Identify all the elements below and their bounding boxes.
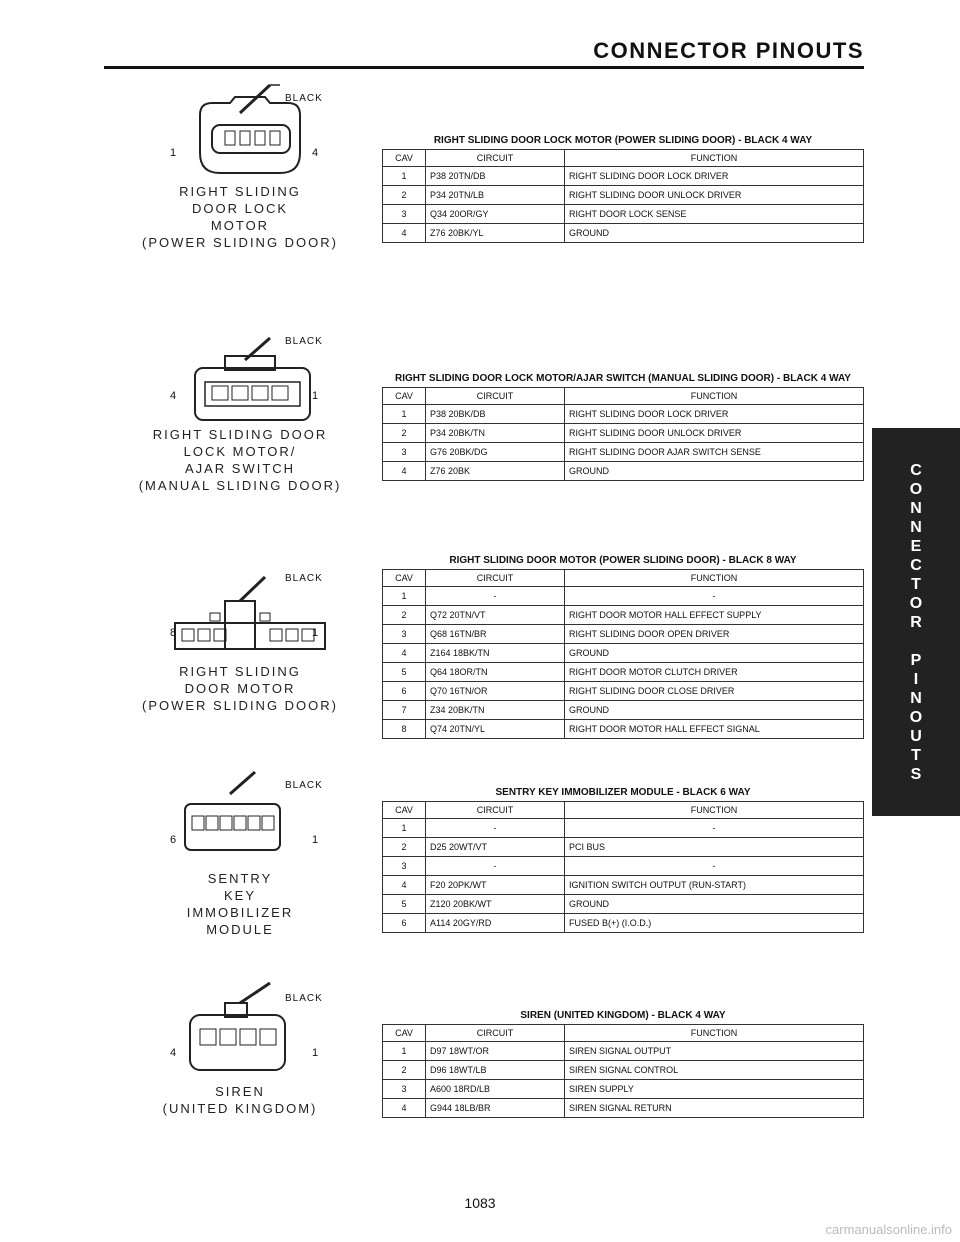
side-tab-letter: C <box>910 556 922 574</box>
circuit-cell: A114 20GY/RD <box>426 914 565 933</box>
table-header-row <box>383 570 864 587</box>
cavity-cell: 5 <box>383 663 426 682</box>
pinout-table-title: SIREN (UNITED KINGDOM) - BLACK 4 WAY <box>520 1010 726 1021</box>
column-header-circuit: CIRCUIT <box>426 570 565 587</box>
connector-color-label: BLACK <box>285 993 323 1004</box>
column-header-function: FUNCTION <box>565 150 864 167</box>
pin-number-left: 4 <box>170 390 177 402</box>
circuit-cell: P38 20BK/DB <box>426 405 565 424</box>
function-cell: RIGHT DOOR LOCK SENSE <box>565 205 864 224</box>
cavity-cell: 3 <box>383 443 426 462</box>
connector-diagram <box>130 762 350 937</box>
function-cell: RIGHT DOOR MOTOR HALL EFFECT SUPPLY <box>565 606 864 625</box>
column-header-circuit: CIRCUIT <box>426 388 565 405</box>
function-cell: - <box>565 857 864 876</box>
connector-name: RIGHT SLIDING DOOR LOCK MOTOR (POWER SLIDING DOOR) <box>141 184 338 250</box>
cavity-cell: 3 <box>383 205 426 224</box>
circuit-cell: A600 18RD/LB <box>426 1080 565 1099</box>
pinout-table <box>382 387 864 481</box>
circuit-cell: D97 18WT/OR <box>426 1042 565 1061</box>
circuit-cell: Z164 18BK/TN <box>426 644 565 663</box>
connector-diagram <box>130 75 350 265</box>
table-row <box>383 857 864 876</box>
cavity-cell: 4 <box>383 224 426 243</box>
table-row <box>383 587 864 606</box>
circuit-cell: Q72 20TN/VT <box>426 606 565 625</box>
circuit-cell: - <box>426 587 565 606</box>
connector-face-drawing <box>130 762 350 872</box>
circuit-cell: P34 20BK/TN <box>426 424 565 443</box>
function-cell: FUSED B(+) (I.O.D.) <box>565 914 864 933</box>
column-header-function: FUNCTION <box>565 388 864 405</box>
side-tab-letter: P <box>910 651 922 669</box>
side-tab <box>872 428 960 816</box>
side-tab-letter: N <box>910 518 922 536</box>
page-header-title: CONNECTOR PINOUTS <box>593 38 864 63</box>
table-header-row <box>383 1025 864 1042</box>
connector-diagram <box>130 555 350 713</box>
table-row <box>383 167 864 186</box>
connector-name: SIREN (UNITED KINGDOM) <box>162 1084 318 1116</box>
table-row <box>383 625 864 644</box>
function-cell: RIGHT SLIDING DOOR UNLOCK DRIVER <box>565 424 864 443</box>
connector-name: SENTRY KEY IMMOBILIZER MODULE <box>186 871 294 937</box>
cavity-cell: 4 <box>383 1099 426 1118</box>
cavity-cell: 4 <box>383 876 426 895</box>
function-cell: RIGHT SLIDING DOOR AJAR SWITCH SENSE <box>565 443 864 462</box>
table-header-row <box>383 802 864 819</box>
side-tab-letter: C <box>910 461 922 479</box>
connector-diagram <box>130 318 350 498</box>
pin-number-left: 4 <box>170 1047 177 1059</box>
pinout-table-title: RIGHT SLIDING DOOR LOCK MOTOR (POWER SLIDING DOOR) - BLACK 4 WAY <box>433 135 813 146</box>
circuit-cell: D96 18WT/LB <box>426 1061 565 1080</box>
connector-color-label: BLACK <box>285 780 323 791</box>
connector-section <box>0 75 870 265</box>
side-tab-letter: N <box>910 499 922 517</box>
table-row <box>383 682 864 701</box>
column-header-function: FUNCTION <box>565 802 864 819</box>
cavity-cell: 4 <box>383 644 426 663</box>
cavity-cell: 2 <box>383 1061 426 1080</box>
table-header-row <box>383 388 864 405</box>
circuit-cell: - <box>426 819 565 838</box>
column-header-circuit: CIRCUIT <box>426 1025 565 1042</box>
table-row <box>383 462 864 481</box>
circuit-cell: Q70 16TN/OR <box>426 682 565 701</box>
pin-number-left: 8 <box>170 627 177 639</box>
table-row <box>383 443 864 462</box>
connector-section <box>0 975 870 1116</box>
connector-diagram <box>130 975 350 1116</box>
function-cell: RIGHT SLIDING DOOR LOCK DRIVER <box>565 167 864 186</box>
pin-number-left: 1 <box>170 147 177 159</box>
side-tab-letter: E <box>910 537 922 555</box>
table-row <box>383 1099 864 1118</box>
pin-number-right: 1 <box>312 627 319 639</box>
circuit-cell: G944 18LB/BR <box>426 1099 565 1118</box>
function-cell: SIREN SIGNAL OUTPUT <box>565 1042 864 1061</box>
table-header-row <box>383 150 864 167</box>
circuit-cell: Q68 16TN/BR <box>426 625 565 644</box>
function-cell: GROUND <box>565 701 864 720</box>
connector-name: RIGHT SLIDING DOOR LOCK MOTOR/ AJAR SWITCH (MANUAL SLIDING DOOR) <box>138 427 342 493</box>
side-tab-letter: R <box>910 613 922 631</box>
table-row <box>383 663 864 682</box>
cavity-cell: 2 <box>383 424 426 443</box>
table-row <box>383 424 864 443</box>
side-tab-letter: O <box>909 480 923 498</box>
connector-section <box>0 762 870 937</box>
function-cell: RIGHT DOOR MOTOR CLUTCH DRIVER <box>565 663 864 682</box>
table-row <box>383 644 864 663</box>
cavity-cell: 4 <box>383 462 426 481</box>
function-cell: RIGHT SLIDING DOOR CLOSE DRIVER <box>565 682 864 701</box>
column-header-cav: CAV <box>383 1025 426 1042</box>
pinout-table <box>382 801 864 933</box>
column-header-cav: CAV <box>383 150 426 167</box>
cavity-cell: 3 <box>383 1080 426 1099</box>
cavity-cell: 2 <box>383 186 426 205</box>
side-tab-letter: S <box>910 765 922 783</box>
cavity-cell: 6 <box>383 682 426 701</box>
table-row <box>383 1061 864 1080</box>
page-number: 1083 <box>464 1195 496 1211</box>
function-cell: RIGHT DOOR MOTOR HALL EFFECT SIGNAL <box>565 720 864 739</box>
function-cell: SIREN SUPPLY <box>565 1080 864 1099</box>
cavity-cell: 1 <box>383 587 426 606</box>
table-row <box>383 405 864 424</box>
column-header-function: FUNCTION <box>565 1025 864 1042</box>
circuit-cell: Q74 20TN/YL <box>426 720 565 739</box>
cavity-cell: 2 <box>383 838 426 857</box>
side-tab-letter: U <box>910 727 922 745</box>
header-rule <box>104 66 864 69</box>
side-tab-letter: T <box>911 746 921 764</box>
pin-number-right: 1 <box>312 834 319 846</box>
cavity-cell: 6 <box>383 914 426 933</box>
table-row <box>383 720 864 739</box>
cavity-cell: 1 <box>383 405 426 424</box>
function-cell: GROUND <box>565 895 864 914</box>
side-tab-letter: I <box>913 670 919 688</box>
cavity-cell: 5 <box>383 895 426 914</box>
cavity-cell: 8 <box>383 720 426 739</box>
cavity-cell: 2 <box>383 606 426 625</box>
pinout-table <box>382 569 864 739</box>
connector-face-drawing <box>130 975 350 1085</box>
cavity-cell: 3 <box>383 857 426 876</box>
function-cell: SIREN SIGNAL CONTROL <box>565 1061 864 1080</box>
pinout-table-title: RIGHT SLIDING DOOR LOCK MOTOR/AJAR SWITCH (MANUAL SLIDING DOOR) - BLACK 4 WAY <box>395 373 851 384</box>
table-row <box>383 1080 864 1099</box>
table-row <box>383 838 864 857</box>
table-row <box>383 876 864 895</box>
column-header-cav: CAV <box>383 802 426 819</box>
connector-section <box>0 555 870 734</box>
circuit-cell: Z34 20BK/TN <box>426 701 565 720</box>
connector-color-label: BLACK <box>285 93 323 104</box>
column-header-cav: CAV <box>383 570 426 587</box>
cavity-cell: 1 <box>383 819 426 838</box>
circuit-cell: Z76 20BK <box>426 462 565 481</box>
connector-face-drawing <box>130 318 350 428</box>
function-cell: SIREN SIGNAL RETURN <box>565 1099 864 1118</box>
table-row <box>383 606 864 625</box>
function-cell: - <box>565 587 864 606</box>
cavity-cell: 7 <box>383 701 426 720</box>
circuit-cell: D25 20WT/VT <box>426 838 565 857</box>
pinout-table <box>382 1024 864 1118</box>
cavity-cell: 3 <box>383 625 426 644</box>
function-cell: IGNITION SWITCH OUTPUT (RUN-START) <box>565 876 864 895</box>
function-cell: RIGHT SLIDING DOOR LOCK DRIVER <box>565 405 864 424</box>
pin-number-right: 4 <box>312 147 319 159</box>
cavity-cell: 1 <box>383 1042 426 1061</box>
side-tab-letter: O <box>909 594 923 612</box>
pin-number-right: 1 <box>312 390 319 402</box>
function-cell: RIGHT SLIDING DOOR OPEN DRIVER <box>565 625 864 644</box>
function-cell: GROUND <box>565 224 864 243</box>
column-header-circuit: CIRCUIT <box>426 150 565 167</box>
circuit-cell: F20 20PK/WT <box>426 876 565 895</box>
table-row <box>383 205 864 224</box>
side-tab-letter: N <box>910 689 922 707</box>
table-row <box>383 895 864 914</box>
circuit-cell: P38 20TN/DB <box>426 167 565 186</box>
circuit-cell: P34 20TN/LB <box>426 186 565 205</box>
footer-watermark: carmanualsonline.info <box>825 1222 952 1237</box>
pin-number-right: 1 <box>312 1047 319 1059</box>
function-cell: GROUND <box>565 462 864 481</box>
table-row <box>383 224 864 243</box>
circuit-cell: Q64 18OR/TN <box>426 663 565 682</box>
table-row <box>383 701 864 720</box>
cavity-cell: 1 <box>383 167 426 186</box>
circuit-cell: G76 20BK/DG <box>426 443 565 462</box>
circuit-cell: Q34 20OR/GY <box>426 205 565 224</box>
table-row <box>383 186 864 205</box>
column-header-circuit: CIRCUIT <box>426 802 565 819</box>
table-row <box>383 1042 864 1061</box>
connector-name: RIGHT SLIDING DOOR MOTOR (POWER SLIDING DOOR) <box>141 664 338 713</box>
connector-color-label: BLACK <box>285 573 323 584</box>
circuit-cell: Z76 20BK/YL <box>426 224 565 243</box>
connector-face-drawing <box>130 75 350 185</box>
connector-face-drawing <box>130 555 350 665</box>
function-cell: PCI BUS <box>565 838 864 857</box>
function-cell: RIGHT SLIDING DOOR UNLOCK DRIVER <box>565 186 864 205</box>
table-row <box>383 819 864 838</box>
table-row <box>383 914 864 933</box>
function-cell: GROUND <box>565 644 864 663</box>
side-tab-letter: O <box>909 708 923 726</box>
connector-section <box>0 318 870 498</box>
circuit-cell: - <box>426 857 565 876</box>
pinout-table <box>382 149 864 243</box>
column-header-function: FUNCTION <box>565 570 864 587</box>
connector-color-label: BLACK <box>285 336 323 347</box>
side-tab-letter: T <box>911 575 921 593</box>
pin-number-left: 6 <box>170 834 177 846</box>
column-header-cav: CAV <box>383 388 426 405</box>
function-cell: - <box>565 819 864 838</box>
pinout-table-title: SENTRY KEY IMMOBILIZER MODULE - BLACK 6 WAY <box>495 787 751 798</box>
circuit-cell: Z120 20BK/WT <box>426 895 565 914</box>
pinout-table-title: RIGHT SLIDING DOOR MOTOR (POWER SLIDING DOOR) - BLACK 8 WAY <box>449 555 797 566</box>
